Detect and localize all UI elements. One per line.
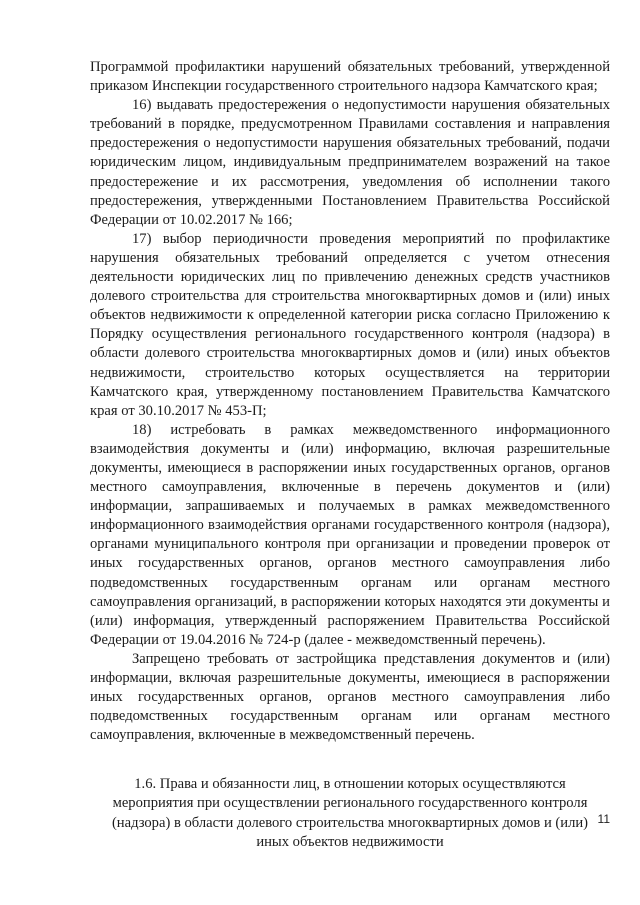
paragraph-continuation: Программой профилактики нарушений обязательных требований, утвержденной приказом Инспекции государственного строительного надзора Камчатского края; — [90, 59, 610, 95]
section-heading: 1.6. Права и обязанности лиц, в отношении которых осуществляются мероприятия при осуществлении регионального государственного контроля (надзора) в области долевого строительства многоквартирных домов и (или) иных объектов недвижимости — [111, 776, 589, 850]
paragraph-item-18: 18) истребовать в рамках межведомственного информационного взаимодействия документы и (или) информацию, включая разрешительные документы, имеющиеся в распоряжении иных государственных органов, органов местного самоуправления, включенные в перечень документов и (или) информации, запрашиваемых и получаемых в рамках межведомственного информационного взаимодействия органами государственного контроля (надзора), органами муниципального контроля при организации и проведении проверок от иных государственных органов, органов местного самоуправления либо подведомственных государственным органам или органам местного самоуправления организаций, в распоряжении которых находятся эти документы и (или) информация, утвержденный распоряжением Правительства Российской Федерации от 19.04.2016 № 724-р (далее - межведомственный перечень). — [90, 421, 610, 648]
paragraph-item-17: 17) выбор периодичности проведения мероприятий по профилактике нарушения обязательных требований определяется с учетом отнесения деятельности юридических лиц по привлечению денежных средств участников долевого строительства для строительства многоквартирных домов и (или) иных объектов недвижимости к определенной категории риска согласно Приложению к Порядку осуществления регионального государственного контроля (надзора) в области долевого строительства многоквартирных домов и (или) иных объектов недвижимости, строительство которых осуществляется на территории Камчатского края, утвержденному постановлением Правительства Камчатского края от 30.10.2017 № 453-П; — [90, 230, 610, 419]
paragraph-prohibition: Запрещено требовать от застройщика представления документов и (или) информации, включая разрешительные документы, имеющиеся в распоряжении иных государственных органов, органов местного самоуправления либо подведомственных государственным органам или органам местного самоуправления, включенные в межведомственный перечень. — [90, 650, 610, 744]
page-number: 11 — [597, 812, 610, 826]
document-body — [90, 58, 610, 852]
paragraph-item-16: 16) выдавать предостережения о недопустимости нарушения обязательных требований в порядке, предусмотренном Правилами составления и направления предостережения о недопустимости нарушения обязательных требований, подачи юридическим лицом, индивидуальным предпринимателем возражений на такое предостережение и их рассмотрения, уведомления об исполнении такого предостережения, утвержденными Постановлением Правительства Российской Федерации от 10.02.2017 № 166; — [90, 97, 610, 228]
